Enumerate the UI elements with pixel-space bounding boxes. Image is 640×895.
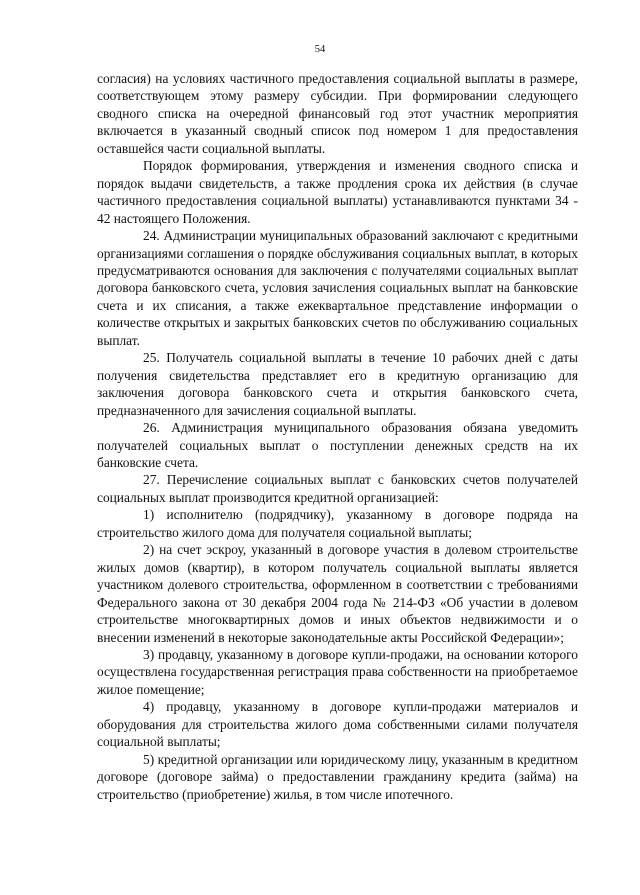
page-number: 54 [314,44,326,55]
paragraph-item-25: 25. Получатель социальной выплаты в течение 10 рабочих дней с даты получения свидетельства представляет его в кредитную организацию для заключения договора банковского счета и открытия банковского счета, предназначенного для зачисления социальной выплаты. [97,350,578,418]
paragraph-item-26: 26. Администрация муниципального образования обязана уведомить получателей социальных выплат о поступлении денежных средств на их банковские счета. [97,420,578,470]
paragraph-subitem-4: 4) продавцу, указанному в договоре купли-продажи материалов и оборудования для строительства жилого дома собственными силами получателя социальной выплаты; [97,699,578,750]
paragraph-item-27: 27. Перечисление социальных выплат с банковских счетов получателей социальных выплат производится кредитной организацией: [97,472,578,505]
paragraph-subitem-2: 2) на счет эскроу, указанный в договоре участия в долевом строительстве жилых домов (квартир), в котором получатель социальной выплаты является участником долевого строительства, оформленном в соответствии с требованиями Федерального закона от 30 декабря 2004 года № 214-ФЗ «Об участии в долевом строительстве многоквартирных домов и иных объектов недвижимости и о внесении изменений в некоторые законодательные акты Российской Федерации»; [97,542,578,645]
paragraph-continuation: согласия) на условиях частичного предоставления социальной выплаты в размере, соответствующем этому размеру субсидии. При формировании следующего сводного списка на очередной финансовый год этот участник мероприятия включается в указанный сводный список под номером 1 для предоставления оставшейся части социальной выплаты. [97,71,578,156]
document-body [97,70,578,803]
paragraph-subitem-5: 5) кредитной организации или юридическому лицу, указанным в кредитном договоре (договоре займа) о предоставлении гражданину кредита (займа) на строительство (приобретение) жилья, в том числе ипотечного. [97,751,578,802]
paragraph-subitem-1: 1) исполнителю (подрядчику), указанному в договоре подряда на строительство жилого дома для получателя социальной выплаты; [97,507,578,540]
paragraph-item-24: 24. Администрации муниципальных образований заключают с кредитными организациями соглашения о порядке обслуживания социальных выплат, в которых предусматриваются основания для заключения с получателями социальных выплат договора банковского счета, условия зачисления социальных выплат на банковские счета и их списания, а также ежеквартальное представление информации о количестве открытых и закрытых банковских счетов по обслуживанию социальных выплат. [97,228,578,348]
paragraph-procedure: Порядок формирования, утверждения и изменения сводного списка и порядок выдачи свидетельств, а также продления срока их действия (в случае частичного предоставления социальной выплаты) устанавливаются пунктами 34 - 42 настоящего Положения. [97,158,578,226]
paragraph-subitem-3: 3) продавцу, указанному в договоре купли-продажи, на основании которого осуществлена государственная регистрация права собственности на приобретаемое жилое помещение; [97,646,578,697]
